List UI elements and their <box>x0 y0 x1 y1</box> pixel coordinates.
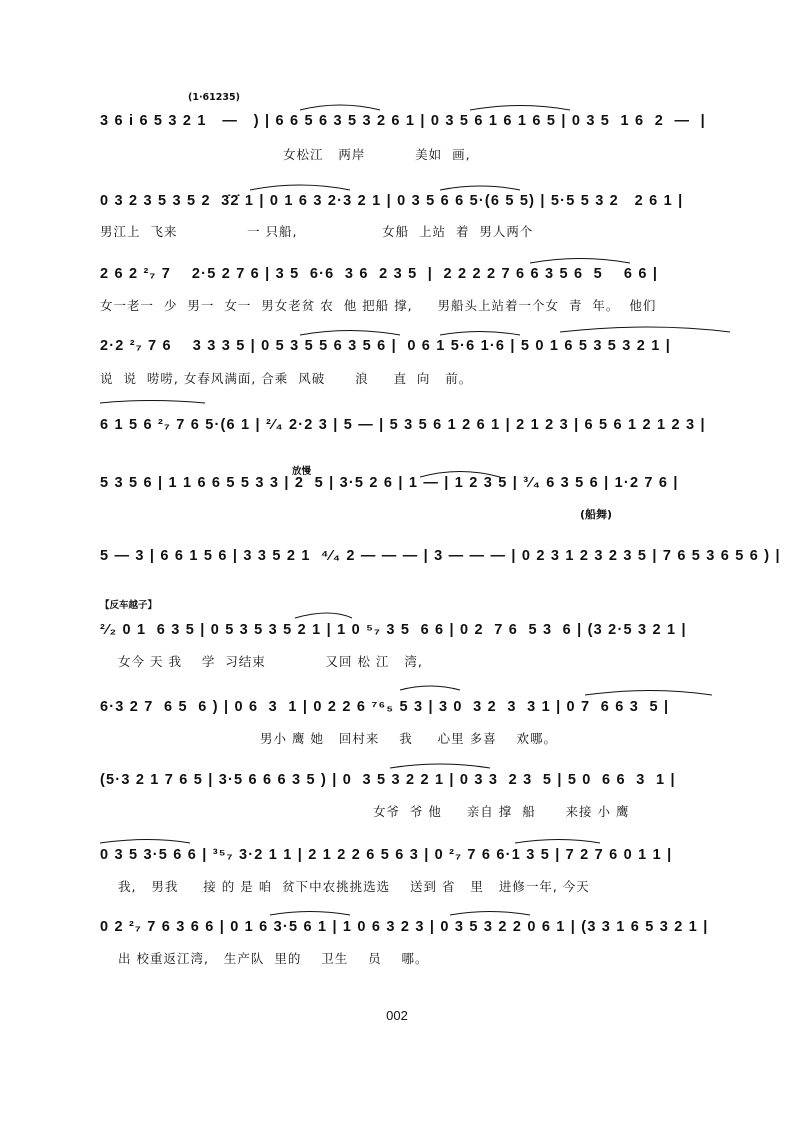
lyric-line-4: 说 说 唠唠, 女春风满面, 合乘 风破 浪 直 向 前。 <box>100 371 473 386</box>
staff-line-11: 0 3 5 3·5 6 6 | ³⁵₇ 3·2 1 1 | 2 1 2 2 6 5 6 3 | 0 ²₇ 7 6 6·1 3 5 | 7 2 7 6 0 1 1 | <box>100 847 673 863</box>
slur <box>300 331 400 336</box>
staff-line-7: 5 — 3 | 6 6 1 5 6 | 3 3 5 2 1 ⁴⁄₄ 2 — — — | 3 — — — | 0 2 3 1 2 3 2 3 5 | 7 6 5 3 6 5 6 ) | <box>100 548 781 564</box>
slur <box>100 840 190 844</box>
lyric-line-1: 女松江 两岸 美如 画, <box>283 147 471 162</box>
lyric-line-10: 女爷 爷 他 亲自 撑 船 来接 小 鹰 <box>373 804 630 819</box>
staff-line-3: 2 6 2 ²₇ 7 2·5 2 7 6 | 3 5 6·6 3 6 2 3 5 | 2 2 2 2 7 6 6 3 5 6 5 6 6 | <box>100 266 659 282</box>
staff-line-2: 0 3 2 3 5 3 5 2 3̇2̇ 1 | 0 1 6 3 2·3 2 1 | 0 3 5 6 6 5·(6 5 5) | 5·5 5 3 2 2 6 1 | <box>100 193 684 209</box>
slur <box>560 327 730 332</box>
lyric-line-2: 男江上 飞来 一 只船, 女船 上站 着 男人两个 <box>100 224 534 239</box>
staff-line-4: 2·2 ²₇ 7 6 3 3 3 5 | 0 5 3 5 5 6 3 5 6 | 0 6 1 5·6 1·6 | 5 0 1 6 5 3 5 3 2 1 | <box>100 338 672 354</box>
slur <box>270 912 350 916</box>
staff-line-12: 0 2 ²₇ 7 6 3 6 6 | 0 1 6 3·5 6 1 | 1 0 6 3 2 3 | 0 3 5 3 2 2 0 6 1 | (3 3 1 6 5 3 2 1 | <box>100 919 709 935</box>
slur <box>440 186 520 190</box>
staff-line-10: (5·3 2 1 7 6 5 | 3·5 6 6 6 3 5 ) | 0 3 5 3 2 2 1 | 0 3 3 2 3 5 | 5 0 6 6 3 1 | <box>100 772 676 788</box>
slur <box>450 912 530 916</box>
page-number: 002 <box>386 1008 408 1023</box>
lyric-line-11: 我, 男我 接 的 是 咱 贫下中农挑挑选选 送到 省 里 进修一年, 今天 <box>118 879 590 894</box>
staff-line-9: 6·3 2 7 6 5 6 ) | 0 6 3 1 | 0 2 2 6 ⁷⁶₅ 5 3 | 3 0 3 2 3 3 1 | 0 7 6 6 3 5 | <box>100 699 670 715</box>
staff-line-5: 6 1 5 6 ²₇ 7 6 5·(6 1 | ²⁄₄ 2·2 3 | 5 — | 5 3 5 6 1 2 6 1 | 2 1 2 3 | 6 5 6 1 2 1 2 3 | <box>100 417 706 433</box>
lyric-line-8: 女今 天 我 学 习结束 又回 松 江 湾, <box>118 654 423 669</box>
stage-direction: (船舞) <box>580 508 613 521</box>
staff-line-1: 3 6 i 6 5 3 2 1 — ) | 6 6 5 6 3 5 3 2 6 1 | 0 3 5 6 1 6 1 6 5 | 0 3 5 1 6 2 — | <box>100 113 706 129</box>
slur <box>585 691 712 696</box>
slur <box>530 259 630 264</box>
slur <box>470 106 570 111</box>
lyric-line-3: 女一老一 少 男一 女一 男女老贫 农 他 把船 撑, 男船头上站着一个女 青 年。 他们 <box>100 298 657 313</box>
slur <box>515 840 600 844</box>
slur <box>300 105 380 110</box>
slur <box>295 613 352 618</box>
slur <box>390 764 490 768</box>
tempo-marking: 放慢 <box>292 466 312 477</box>
staff-line-6: 5 3 5 6 | 1 1 6 6 5 5 3 3 | 2 5 | 3·5 2 6 | 1 — | 1 2 3 5 | ³⁄₄ 6 3 5 6 | 1·2 7 6 | <box>100 475 679 491</box>
staff-line-8: ²⁄₂ 0 1 6 3 5 | 0 5 3 5 3 5 2 1 | 1 0 ⁵₇ 3 5 6 6 | 0 2 7 6 5 3 6 | (3 2·5 3 2 1 | <box>100 622 687 638</box>
intro-notes: (1·61235) <box>188 92 240 103</box>
slur <box>100 401 205 404</box>
lyric-line-9: 男小 鹰 她 回村来 我 心里 多喜 欢哪。 <box>260 731 557 746</box>
slur <box>400 686 460 690</box>
slur <box>440 332 520 336</box>
section-label: 【反车越子】 <box>100 600 158 611</box>
lyric-line-12: 出 校重返江湾, 生产队 里的 卫生 员 哪。 <box>118 951 429 966</box>
slur <box>250 185 350 190</box>
